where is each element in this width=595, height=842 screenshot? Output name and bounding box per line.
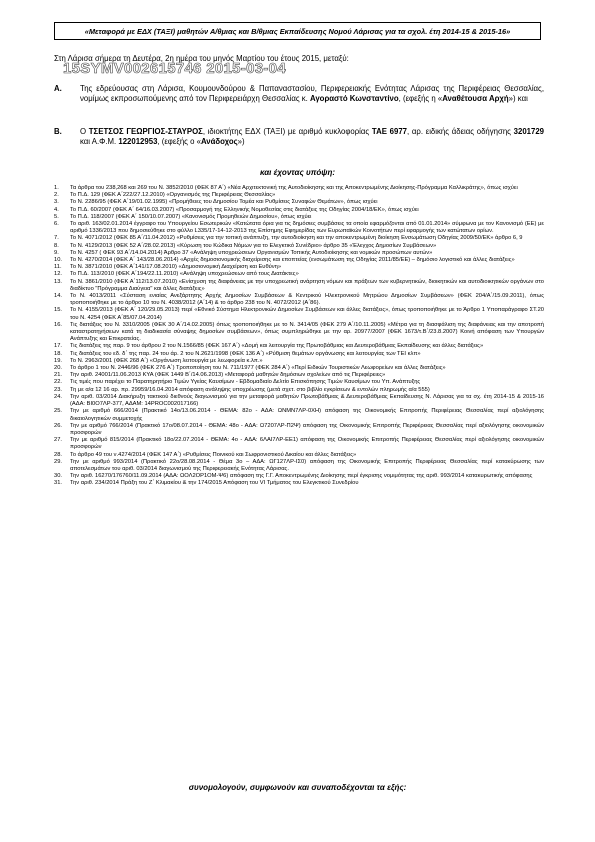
- party-a: [54, 84, 544, 104]
- list-item-number: 9.: [54, 249, 59, 256]
- list-item-text: Το Ν. 3861/2010 (ΦΕΚ Α΄112/13.07.2010) «Ενίσχυση της διαφάνειας με την υποχρεωτική ανάρτηση νόμων και πράξεων των κυβερνητικών, διοικητικών και αυτοδιοικητικών οργάνων στο διαδίκτυο "Πρόγραμμα Διαύγεια" και άλλες διατάξεις»: [70, 278, 544, 292]
- party-b-name: ΤΣΕΤΣΟΣ ΓΕΩΡΓΙΟΣ-ΣΤΑΥΡΟΣ: [88, 127, 203, 136]
- list-item-text: Τα άρθρα του 238,268 και 269 του Ν. 3852/2010 (ΦΕΚ 87 Α΄) «Νέα Αρχιτεκτονική της Αυτοδιοίκησης και της Αποκεντρωμένης Διοίκησης-Πρόγραμμα Καλλικράτης», όπως ισχύει: [70, 185, 518, 191]
- list-item: [54, 199, 544, 206]
- list-item-text: Το Ν. 4257 ( ΦΕΚ 93 Α΄/14.04.2014) Άρθρο 37 «Ανάληψη υποχρεώσεων Οργανισμών Τοπικής Αυτοδιοίκησης και νομικών προσώπων αυτών»: [70, 249, 433, 256]
- party-b-t2: , αρ. ειδικής άδειας οδήγησης: [407, 127, 514, 136]
- list-item: [54, 351, 544, 358]
- list-item-number: 7.: [54, 235, 59, 242]
- list-item: [54, 221, 544, 235]
- list-item-number: 26.: [54, 422, 62, 429]
- list-item-number: 12.: [54, 271, 62, 278]
- list-item-number: 31.: [54, 480, 62, 487]
- list-item-number: 3.: [54, 199, 59, 206]
- list-item-text: Το Ν. 2286/95 (ΦΕΚ Α΄19/01.02.1995) «Προμήθειες του Δημοσίου Τομέα και Ρυθμίσεις Συναφών Θεμάτων», όπως ισχύει: [70, 199, 378, 206]
- list-item: [54, 343, 544, 350]
- list-item: [54, 358, 544, 365]
- party-b-text: [80, 127, 544, 147]
- list-item-number: 16.: [54, 321, 62, 328]
- party-a-alias: Αναθέτουσα Αρχή: [442, 94, 509, 103]
- list-item: [54, 437, 544, 451]
- list-item-number: 19.: [54, 357, 62, 364]
- party-a-name: Αγοραστό Κωνσταντίνο: [310, 94, 399, 103]
- list-item-text: Την με αριθμό 815/2014 (Πρακτικό 18ο/22.07.2014 - ΘΕΜΑ: 4ο - ΑΔΑ: 6ΛΑΙ7ΛΡ-ΕΕ1) απόφαση της Οικονομικής Επιτροπής Περιφέρειας Θεσσαλίας περί αξιολόγησης οικονομικών προσφορών: [70, 437, 544, 451]
- list-item-number: 8.: [54, 242, 59, 249]
- list-item-text: Το Ν. 2963/2001 (ΦΕΚ 268 Α΄) «Οργάνωση λειτουργία με λεωφορεία κ.λπ.»: [70, 357, 263, 364]
- list-item-text: Το Π.Δ. 113/2010 (ΦΕΚ Α΄194/22.11.2010) «Ανάληψη υποχρεώσεων από τους Διατάκτες»: [70, 271, 299, 278]
- list-item: [54, 322, 544, 344]
- list-item-text: Την με αριθμό 766/2014 (Πρακτικό 17ο/08.07.2014 - ΘΕΜΑ: 48ο - ΑΔΑ: Ω7207ΛΡ-Π2Ψ) απόφαση της Οικονομικής Επιτροπής Περιφέρειας Θεσσαλίας περί αξιολόγησης οικονομικών προσφορών: [70, 422, 544, 436]
- party-a-text: [80, 84, 544, 104]
- party-b-t4: , (εφεξής ο «: [157, 137, 201, 146]
- list-item-number: 6.: [54, 221, 59, 228]
- list-item: [54, 452, 544, 459]
- list-item: [54, 459, 544, 473]
- document-title: «Μεταφορά με ΕΔΧ (ΤΑΞΙ) μαθητών Α/θμιας και Β/θμιας Εκπαίδευσης Νομού Λάρισας για τα σχολ. έτη 2014-15 & 2015-16»: [84, 26, 511, 36]
- list-item-text: Το Ν. 4071/2012 (ΦΕΚ 85 Α΄/11.04.2012) «Ρυθμίσεις για την τοπική ανάπτυξη, την αυτοδιοίκηση και την αποκεντρωμένη διοίκηση Ενσωμάτωση Οδηγίας 2009/50/ΕΚ» άρθρο 6, 9: [70, 235, 523, 242]
- list-item-number: 10.: [54, 257, 62, 264]
- list-item: [54, 387, 544, 394]
- list-item: [54, 408, 544, 422]
- list-item-text: Την με αριθμό 666/2014 (Πρακτικό 14ο/13.06.2014 - ΘΕΜΑ: 82ο - ΑΔΑ: ΩΝΜΝ7ΛΡ-0ΧΗ) απόφαση της Οικονομικής Επιτροπής Περιφέρειας Θεσσαλίας περί αξιολόγησης δικαιολογητικών συμμετοχής: [70, 408, 544, 422]
- list-item-number: 14.: [54, 293, 62, 300]
- list-item: [54, 207, 544, 214]
- list-item-text: Τις τιμές που παρέχει το Παρατηρητήριο Τιμών Υγείας Καυσίμων - Εβδομαδιαίο Δελτίο Επισκόπησης Τιμών Καυσίμων του Υπ. Ανάπτυξης: [70, 379, 421, 386]
- list-item-text: Το Ν. 4129/2013 (ΦΕΚ 52 Α΄/28.02.2013) «Κύρωση του Κώδικα Νόμων για το Ελεγκτικό Συνέδριο» άρθρο 35 «Έλεγχος Δημοσίων Συμβάσεων»: [70, 242, 437, 249]
- list-item: [54, 480, 544, 487]
- list-item: [54, 293, 544, 307]
- list-item-text: Τις διατάξεις του εδ. δ΄ της παρ. 24 του άρ. 2 του Ν.2621/1998 (ΦΕΚ 136 Α΄) «Ρύθμιση θεμάτων οργάνωσης και λειτουργίας των ΤΕΙ κλπ»: [70, 350, 421, 357]
- list-item-text: Το αριθ. 163/02.01.2014 έγγραφο του Υπουργείου Εσωτερικών «Κατώτατα όρια για τις δημόσιες συμβάσεις τα οποία εφαρμόζονται από 01.01.2014» σύμφωνα με τον Κανονισμό (ΕΕ) με αριθμό 1336/2013 που δημοσιεύθηκε στο φύλλο L335/17-14-12-2013 της Επίσημης Εφημερίδας των Ευρωπαϊκών Κοινοτήτων περί εφαρμογής των κατώτατων ορίων.: [70, 221, 544, 235]
- list-item-number: 21.: [54, 372, 62, 379]
- list-item-text: Την με αριθμό 993/2014 (Πρακτικό 22ο/28.08.2014 - Θέμα 3ο – ΑΔΑ: ΩΓ127ΛΡ-ΙΣ0) απόφαση της Οικονομικής Επιτροπής Περιφέρειας Θεσσαλίας περί κατακύρωσης των αποτελεσμάτων του αριθ. 03/2014 διαγωνισμού της Περιφερειακής Ενότητας Λάρισας.: [70, 458, 544, 472]
- list-item-text: Το Π.Δ. 60/2007 (ΦΕΚ Α΄ 64/16.03.2007) «Προσαρμογή της Ελληνικής Νομοθεσίας στις διατάξεις της Οδηγίας 2004/18/ΕΚ», όπως ισχύει: [70, 206, 419, 213]
- list-item: [54, 423, 544, 437]
- list-item-text: Τις διατάξεις της παρ. 9 του άρθρου 2 του Ν.1566/85 (ΦΕΚ 167 Α΄) «Δομή και λειτουργία της Πρωτοβάθμιας και Δευτεροβάθμιας Εκπαίδευσης και άλλες διατάξεις»: [70, 343, 484, 350]
- list-item-number: 20.: [54, 365, 62, 372]
- list-item-text: Το Π.Δ. 118/2007 (ΦΕΚ Α΄ 150/10.07.2007) «Κανονισμός Προμηθειών Δημοσίου», όπως ισχύει: [70, 213, 312, 220]
- list-item: [54, 394, 544, 408]
- document-title-box: [54, 22, 541, 40]
- party-a-mid: , (εφεξής η «: [398, 94, 443, 103]
- list-item-text: Το Ν. 4013/2011 «Σύσταση ενιαίας Ανεξάρτητης Αρχής Δημοσίων Συμβάσεων & Κεντρικού Ηλεκτρονικού Μητρώου Δημοσίων Συμβάσεων» (ΦΕΚ 204/Α΄/15.09.2011), όπως τροποποιήθηκε με το άρθρο 10 του Ν. 4038/2012 (Α΄14) & το άρθρο 238 του Ν. 4072/2012 (Α΄86).: [70, 293, 544, 307]
- section-heading: και έχοντας υπόψη:: [259, 168, 336, 177]
- list-item: [54, 235, 544, 242]
- list-item-number: 28.: [54, 451, 62, 458]
- list-item-text: Το άρθρο 1 του Ν. 2446/96 (ΦΕΚ 276 Α΄) Τροποποίηση του Ν. 711/1977 (ΦΕΚ 284 Α΄) «Περί Ειδικών Τουριστικών Λεωφορείων και άλλες διατάξεις»: [70, 365, 446, 372]
- party-b-t5: »): [237, 137, 245, 146]
- list-item-text: Τις διατάξεις του Ν. 3310/2005 (ΦΕΚ 30 Α΄/14.02.2005) όπως τροποποιήθηκε με το Ν. 3414/05 (ΦΕΚ 279 Α΄/10.11.2005) «Μέτρα για τη διασφάλιση της διαφάνειας και την αποτροπή καταστρατηγήσεων κατά τη διαδικασία σύναψης δημοσίων συμβάσεων», όπως συμπληρώθηκε με την αρ. 20977/2007 (ΦΕΚ 1673/τ.Β΄/23.8.2007) Κοινή απόφαση των Υπουργών Ανάπτυξης και Επικρατείας.: [70, 321, 544, 343]
- list-item-number: 27.: [54, 437, 62, 444]
- party-a-post: ») και: [508, 94, 528, 103]
- party-b-t1: , ιδιοκτήτης ΕΔΧ (ΤΑΞΙ) με αριθμό κυκλοφορίας: [202, 127, 372, 136]
- list-item-text: Το Ν. 4155/2013 (ΦΕΚ Α΄ 120/29.05.2013) περί «Εθνικό Σύστημα Ηλεκτρονικών Δημοσίων Συμβάσεων και άλλες διατάξεις», όπως τροποποιήθηκε με το Άρθρο 1 Υποπαράγραφο ΣΤ.20 του Ν. 4254 (ΦΕΚ Α΄85/07.04.2014): [70, 307, 544, 321]
- party-a-letter: Α.: [54, 84, 62, 93]
- party-b-plate: ΤΑΕ 6977: [371, 127, 407, 136]
- list-item: [54, 250, 544, 257]
- list-item-text: Το Π.Δ. 129 (ΦΕΚ Α΄222/27.12.2010) «Οργανισμός της Περιφέρειας Θεσσαλίας»: [70, 192, 276, 199]
- list-item-number: 17.: [54, 343, 62, 350]
- party-b: [54, 127, 544, 147]
- list-item-number: 15.: [54, 307, 62, 314]
- list-item-number: 5.: [54, 213, 59, 220]
- list-item: [54, 214, 544, 221]
- list-item-text: Το άρθρο 49 του ν.4274/2014 (ΦΕΚ 147 Α΄) «Ρυθμίσεις Ποινικού και Σωφρονιστικού Δικαίου και άλλες διατάξεις»: [70, 451, 357, 458]
- party-b-t3: και Α.Φ.Μ.: [80, 137, 119, 146]
- list-item-number: 25.: [54, 408, 62, 415]
- list-item: [54, 271, 544, 278]
- party-b-license: 3201729: [513, 127, 544, 136]
- list-item-number: 13.: [54, 278, 62, 285]
- party-a-pre: Της εδρεύουσας στη Λάρισα, Κουμουνδούρου & Παπαναστασίου, Περιφερειακής Ενότητας Λάρισας της Περιφέρειας Θεσσαλίας, νομίμως εκπροσωπούμενης από τον Περιφερειάρχη Θεσσαλίας κ.: [80, 84, 544, 103]
- party-b-alias: Ανάδοχος: [200, 137, 238, 146]
- party-b-letter: Β.: [54, 127, 62, 136]
- list-item-text: Την αριθ. 234/2014 Πράξη του Ζ΄ Κλιμακίου & την 174/2015 Απόφαση του VI Τμήματος του Ελεγκτικού Συνεδρίου: [70, 480, 359, 487]
- list-item-number: 29.: [54, 458, 62, 465]
- list-item-number: 23.: [54, 386, 62, 393]
- list-item-text: Το Ν. 3871/2010 (ΦΕΚ Α΄141/17.08.2010) «Δημοσιονομική Διαχείριση και Ευθύνη»: [70, 264, 282, 271]
- intro-line: Στη Λάρισα σήμερα τη Δευτέρα, 2η ημέρα του μηνός Μαρτίου του έτους 2015, μεταξύ:: [54, 54, 349, 63]
- list-item-text: Τη με α/α 12 16 αρ. πρ. 29959/16.04.2014 απόφαση ανάληψης υποχρέωσης (μετά σχετ. στο βιβλίο εγκρίσεων & εντολών πληρωμής α/α 555): [70, 386, 430, 393]
- list-item-number: 30.: [54, 473, 62, 480]
- list-item-number: 1.: [54, 185, 59, 191]
- list-item: [54, 307, 544, 321]
- list-item-number: 18.: [54, 350, 62, 357]
- list-item-number: 2.: [54, 192, 59, 199]
- list-item-number: 4.: [54, 206, 59, 213]
- considerations-list: [54, 185, 544, 488]
- list-item: [54, 379, 544, 386]
- list-item-number: 24.: [54, 393, 62, 400]
- party-b-pre: Ο: [80, 127, 89, 136]
- closing-line: συνομολογούν, συμφωνούν και συναποδέχονται τα εξής:: [188, 783, 407, 792]
- list-item: [54, 243, 544, 250]
- list-item: [54, 279, 544, 293]
- list-item-text: Το Ν. 4270/2014 (ΦΕΚ Α΄ 143/28.06.2014) «Αρχές δημοσιονομικής διαχείρισης και εποπτείας (ενσωμάτωση της Οδηγίας 2011/85/ΕΕ) – δημόσιο λογιστικό και άλλες διατάξεις»: [70, 257, 515, 264]
- list-item-number: 22.: [54, 379, 62, 386]
- list-item-text: Την αριθ. 03/2014 Διακήρυξη τακτικού διεθνούς διαγωνισμού για την μεταφορά μαθητών Πρωτοβάθμιας & Δευτεροβάθμιας Εκπαίδευσης Ν. Λάρισας για τα σχ. έτη 2014-15 & 2015-16 (ΑΔΑ: ΒΙ0Ο7ΛΡ-377, ΑΔΑΜ: 14PROC002017166): [70, 393, 544, 408]
- party-b-afm: 122012953: [118, 137, 158, 146]
- list-item-text: Την αριθ. 24001/11.06.2013 ΚΥΑ (ΦΕΚ 1449 Β΄/14.06.2013) «Μεταφορά μαθητών δημόσιων σχολείων από τις Περιφέρειες»: [70, 372, 386, 379]
- list-item-number: 11.: [54, 264, 62, 271]
- list-item-text: Την αριθ. 16270/176760/11.09.2014 (ΑΔΑ: ΩΟΛ2ΟΡ1ΟΜ-Ψ6) απόφαση της Γ.Γ. Αποκεντρωμένης Διοίκησης περί έγκρισης νομιμότητας της αριθ. 993/2014 κατακυρωτικής απόφασης: [70, 473, 533, 480]
- watermark-stamp: 15SYMV002615746 2015-03-04: [63, 60, 286, 77]
